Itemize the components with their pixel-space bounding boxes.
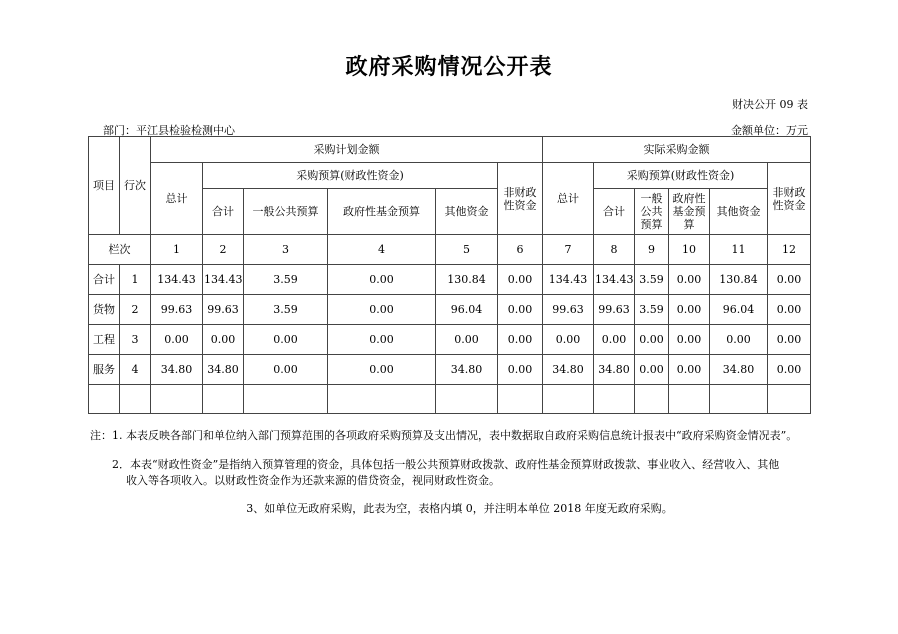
value-cell: 0.00 — [328, 325, 436, 355]
value-cell: 34.80 — [594, 355, 635, 385]
row-item-label: 服务 — [89, 355, 120, 385]
value-cell: 3.59 — [635, 265, 669, 295]
header-plan-general: 一般公共预算 — [244, 189, 328, 235]
column-number: 10 — [669, 235, 710, 265]
value-cell: 96.04 — [436, 295, 498, 325]
header-actual-group: 实际采购金额 — [543, 137, 811, 163]
value-cell: 96.04 — [710, 295, 768, 325]
value-cell: 34.80 — [151, 355, 203, 385]
value-cell: 34.80 — [543, 355, 594, 385]
value-cell: 0.00 — [498, 295, 543, 325]
column-row-label: 栏次 — [89, 235, 151, 265]
value-cell: 0.00 — [768, 355, 811, 385]
table-row — [89, 325, 811, 355]
header-plan-subtotal: 合计 — [203, 189, 244, 235]
value-cell: 0.00 — [710, 325, 768, 355]
value-cell: 0.00 — [768, 295, 811, 325]
value-cell: 134.43 — [151, 265, 203, 295]
empty-cell — [710, 385, 768, 414]
value-cell: 0.00 — [543, 325, 594, 355]
note-2-line-1: 2．本表“财政性资金”是指纳入预算管理的资金，具体包括一般公共预算财政拨款、政府性基金预算财政拨款、事业收入、经营收入、其他 — [112, 458, 780, 471]
row-number: 1 — [120, 265, 151, 295]
value-cell: 0.00 — [328, 265, 436, 295]
header-actual-other: 其他资金 — [710, 189, 768, 235]
value-cell: 130.84 — [710, 265, 768, 295]
row-item-label: 合计 — [89, 265, 120, 295]
row-number: 4 — [120, 355, 151, 385]
header-actual-subtotal: 合计 — [594, 189, 635, 235]
value-cell: 99.63 — [151, 295, 203, 325]
empty-cell — [635, 385, 669, 414]
value-cell: 3.59 — [244, 265, 328, 295]
value-cell: 0.00 — [498, 265, 543, 295]
value-cell: 99.63 — [203, 295, 244, 325]
value-cell: 0.00 — [244, 355, 328, 385]
value-cell: 0.00 — [669, 295, 710, 325]
value-cell: 0.00 — [498, 355, 543, 385]
page-title: 政府采购情况公开表 — [345, 54, 553, 80]
empty-cell — [120, 385, 151, 414]
empty-row — [89, 385, 811, 414]
row-item-label: 货物 — [89, 295, 120, 325]
table-row — [89, 265, 811, 295]
empty-cell — [151, 385, 203, 414]
empty-cell — [669, 385, 710, 414]
column-number: 12 — [768, 235, 811, 265]
row-number: 3 — [120, 325, 151, 355]
value-cell: 3.59 — [635, 295, 669, 325]
header-actual-non-fiscal: 非财政性资金 — [768, 163, 811, 235]
value-cell: 0.00 — [244, 325, 328, 355]
header-row-no: 行次 — [120, 137, 151, 235]
value-cell: 0.00 — [635, 355, 669, 385]
column-number-row — [89, 235, 811, 265]
empty-cell — [498, 385, 543, 414]
value-cell: 0.00 — [768, 325, 811, 355]
column-number: 2 — [203, 235, 244, 265]
header-item: 项目 — [89, 137, 120, 235]
amount-unit-label: 金额单位：万元 — [731, 124, 808, 137]
column-number: 9 — [635, 235, 669, 265]
row-number: 2 — [120, 295, 151, 325]
value-cell: 0.00 — [635, 325, 669, 355]
value-cell: 3.59 — [244, 295, 328, 325]
value-cell: 34.80 — [710, 355, 768, 385]
row-item-label: 工程 — [89, 325, 120, 355]
value-cell: 99.63 — [594, 295, 635, 325]
empty-cell — [328, 385, 436, 414]
procurement-table — [88, 136, 811, 414]
empty-cell — [543, 385, 594, 414]
value-cell: 0.00 — [594, 325, 635, 355]
header-actual-fund: 政府性基金预算 — [669, 189, 710, 235]
header-actual-total: 总计 — [543, 163, 594, 235]
column-number: 6 — [498, 235, 543, 265]
header-plan-non-fiscal: 非财政性资金 — [498, 163, 543, 235]
empty-cell — [244, 385, 328, 414]
empty-cell — [436, 385, 498, 414]
value-cell: 134.43 — [543, 265, 594, 295]
empty-cell — [594, 385, 635, 414]
column-number: 3 — [244, 235, 328, 265]
note-2 — [90, 457, 815, 489]
value-cell: 0.00 — [669, 355, 710, 385]
note-1: 注：1. 本表反映各部门和单位纳入部门预算范围的各项政府采购预算及支出情况，表中数据取自政府采购信息统计报表中“政府采购资金情况表”。 — [90, 429, 798, 442]
header-actual-budget-group: 采购预算(财政性资金) — [594, 163, 768, 189]
note-3: 3、如单位无政府采购，此表为空，表格内填 0，并注明本单位 2018 年度无政府采购。 — [246, 502, 673, 515]
header-plan-other: 其他资金 — [436, 189, 498, 235]
value-cell: 134.43 — [594, 265, 635, 295]
header-actual-general: 一般公共预算 — [635, 189, 669, 235]
table-row — [89, 295, 811, 325]
value-cell: 0.00 — [669, 325, 710, 355]
header-plan-fund: 政府性基金预算 — [328, 189, 436, 235]
value-cell: 0.00 — [669, 265, 710, 295]
empty-cell — [768, 385, 811, 414]
value-cell: 99.63 — [543, 295, 594, 325]
column-number: 7 — [543, 235, 594, 265]
empty-cell — [203, 385, 244, 414]
column-number: 8 — [594, 235, 635, 265]
value-cell: 134.43 — [203, 265, 244, 295]
value-cell: 0.00 — [498, 325, 543, 355]
value-cell: 0.00 — [328, 295, 436, 325]
table-row — [89, 355, 811, 385]
header-plan-budget-group: 采购预算(财政性资金) — [203, 163, 498, 189]
column-number: 4 — [328, 235, 436, 265]
column-number: 1 — [151, 235, 203, 265]
header-plan-group: 采购计划金额 — [151, 137, 543, 163]
notes — [90, 428, 815, 517]
department-label: 部门：平江县检验检测中心 — [103, 124, 235, 137]
empty-cell — [89, 385, 120, 414]
value-cell: 34.80 — [436, 355, 498, 385]
value-cell: 0.00 — [328, 355, 436, 385]
column-number: 11 — [710, 235, 768, 265]
value-cell: 130.84 — [436, 265, 498, 295]
column-number: 5 — [436, 235, 498, 265]
header-plan-total: 总计 — [151, 163, 203, 235]
value-cell: 0.00 — [768, 265, 811, 295]
value-cell: 0.00 — [436, 325, 498, 355]
note-2-line-2: 收入等各项收入。以财政性资金作为还款来源的借贷资金，视同财政性资金。 — [126, 474, 500, 487]
form-code: 财决公开 09 表 — [732, 98, 808, 111]
value-cell: 0.00 — [203, 325, 244, 355]
value-cell: 34.80 — [203, 355, 244, 385]
value-cell: 0.00 — [151, 325, 203, 355]
